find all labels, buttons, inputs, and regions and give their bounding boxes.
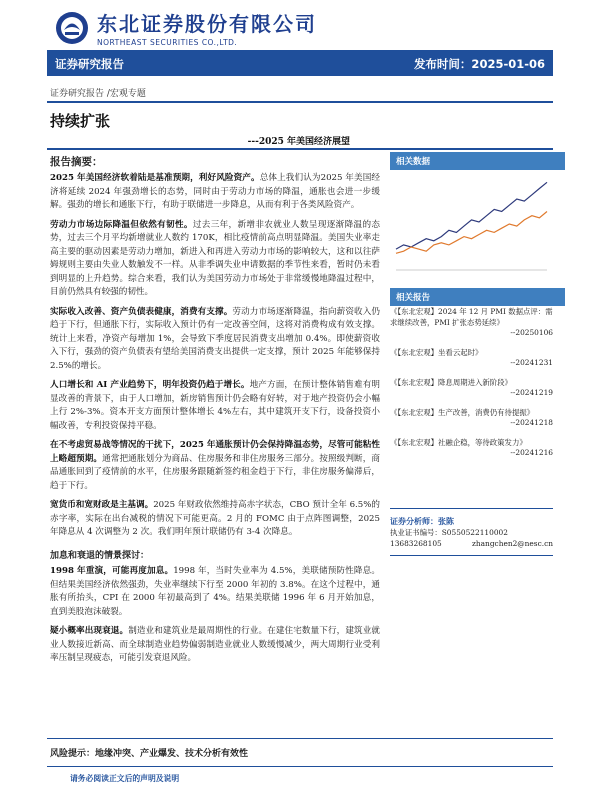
paragraph [50, 439, 380, 493]
analyst-name: 证券分析师：张陈 [390, 516, 454, 526]
paragraph-lead: 劳动力市场边际降温但依然有韧性。 [50, 219, 193, 230]
divider [47, 766, 553, 767]
paragraph-body: 地产方面，在预计整体销售难有明显改善的背景下，由于人口增加，新房销售预计仍会略有好转，对于地产投资仍会小幅上行 2%-3%。资本开支方面预计整体增长 4%左右，其中建筑开支下行，设备投资小幅改善，专利投资保持平稳。 [50, 380, 380, 431]
paragraph-body: 制造业和建筑业是最周期性的行业。在建住宅数量下行，建筑业就业人数接近新高、而全球制造业趋势偏弱制造业就业人数缓慢减少，两大周期行业受利率压制呈现疲态，可能引发衰退风险。 [50, 626, 380, 663]
banner-publish-time: 发布时间：2025-01-06 [413, 57, 545, 71]
divider [390, 555, 553, 556]
header-banner [47, 50, 553, 76]
analyst-info [390, 516, 553, 549]
divider [47, 148, 553, 150]
divider [47, 101, 553, 103]
footer-disclaimer[interactable]: 请务必阅读正文后的声明及说明 [70, 774, 180, 783]
company-logo [55, 8, 317, 47]
abstract-body [50, 172, 380, 672]
report-date: --20241219 [510, 388, 553, 397]
report-link[interactable]: 《【东北宏观】降息周期进入新阶段》 [390, 378, 512, 387]
paragraph-lead: 在不考虑贸易战等情况的干扰下，2025 年通胀预计仍会保持降温态势，尽管可能粘性上略超预期。 [50, 440, 380, 464]
company-name-cn: 东北证券股份有限公司 [97, 12, 317, 36]
company-name-en: NORTHEAST SECURITIES CO.,LTD. [97, 38, 238, 47]
analyst-license: 执业证书编号：S0550522110002 [390, 528, 508, 537]
related-data-title: 相关数据 [390, 152, 565, 170]
paragraph-body: 1998 年，当时失业率为 4.5%，美联储预防性降息。但结果美国经济依然强劲，失业率继续下行至 2000 年初的 3.8%。在这个过程中，通胀有所抬头，CPI 在 2000 年初最高到了 4%。结果美联储 1996 年 6 月开始加息，直到美股泡沫破裂。 [50, 566, 380, 617]
paragraph [50, 565, 380, 619]
breadcrumb: 证券研究报告 /宏观专题 [50, 89, 146, 99]
paragraph-lead: 疑小概率出现衰退。 [50, 626, 129, 636]
paragraph-lead: 宽货币和宽财政是主基调。 [50, 500, 154, 510]
report-date: --20241216 [510, 448, 553, 457]
related-reports-title: 相关报告 [390, 288, 565, 306]
abstract-label: 报告摘要： [50, 156, 103, 168]
paragraph-lead: 人口增长和 AI 产业趋势下，明年投资仍趋于增长。 [50, 380, 250, 390]
report-date: --20241231 [510, 358, 553, 367]
page-title: 持续扩张 [50, 112, 111, 130]
report-date: --20250106 [510, 328, 553, 337]
paragraph-body: 总体上我们认为2025 年美国经济将延续 2024 年强劲增长的态势，同时由于劳动力市场的降温，通胀也会进一步缓解。强劲的增长和通胀下行，有助于联储进一步降息，从而有利于各类风险资产。 [50, 173, 380, 210]
report-date: --20241218 [510, 418, 553, 427]
chart-series-line-2 [396, 212, 547, 254]
paragraph [50, 625, 380, 666]
banner-report-type: 证券研究报告 [55, 57, 124, 71]
page-subtitle: ---2025 年美国经济展望 [247, 137, 350, 147]
paragraph-body: 2025 年财政依然维持高赤字状态，CBO 预计全年 6.5%的赤字率，实际在出台减税的情况下可能更高。2 月的 FOMC 由于点阵图调整，2025 年降息从 4 次调整为 2 次。我们明年预计联储仍有 3-4 次降息。 [50, 500, 380, 537]
analyst-phone: 13683268105 [390, 539, 442, 548]
risk-note: 风险提示：地缘冲突、产业爆发、技术分析有效性 [50, 749, 249, 759]
related-data-chart [390, 168, 553, 280]
divider [390, 508, 553, 509]
divider [47, 738, 553, 739]
report-link[interactable]: 《【东北宏观】社融企稳，等待政策发力》 [390, 438, 527, 447]
analyst-email[interactable]: zhangchen2@nesc.cn [472, 539, 553, 548]
report-link[interactable]: 《【东北宏观】2024 年 12 月 PMI 数据点评：需求继续改善，PMI 扩张态势延续》 [390, 307, 553, 327]
paragraph-body: 通常把通胀划分为商品、住房服务和非住房服务三部分。按照级判断，商品通胀回到了疫情前的水平，住房服务跟随新签约租金趋于下行，非住房服务偏滞后，趋于下行。 [50, 453, 380, 491]
scenario-heading: 加息和衰退的情景探讨： [50, 550, 150, 561]
logo-icon [55, 11, 89, 45]
paragraph-lead: 2025 年美国经济软着陆是基准预期，利好风险资产。 [50, 173, 260, 183]
report-link[interactable]: 《【东北宏观】生产改善，消费仍有待提振》 [390, 408, 535, 417]
paragraph-lead: 实际收入改善、资产负债表健康，消费有支撑。 [50, 306, 233, 317]
paragraph-body: 劳动力市场逐渐降温，指向薪资收入仍趋于下行，但通胀下行，实际收入预计仍有一定改善空间，这将对消费构成有效支撑。统计上来看，净资产每增加 1%，会导致下季度居民消费支出增加 0.4%。即使薪资收入下行，强劲的资产负债表有望给美国消费支出提供一定支撑，预计 2025 年能够保持 2.5%的增长。 [50, 306, 380, 371]
related-reports-list [390, 306, 553, 464]
paragraph [50, 499, 380, 540]
paragraph-body: 过去三年，新增非农就业人数呈现逐渐降温的态势，过去三个月平均新增就业人数约 170K，相比疫情前高点明显降温。美国失业率走高主要的驱动因素是劳动力增加，新进入和再进入劳动力市场的影响较大，这和以往萨姆规则主要由失业人数触发不一样。从非季调失业申请数据的季节性来看，暂时仍未看到明显的上升趋势。综合来看，我们认为美国劳动力市场处于非常缓慢地降温过程中，目前仍然具有较强的韧性。 [50, 219, 380, 297]
report-link[interactable]: 《【东北宏观】坐看云起时》 [390, 348, 483, 357]
paragraph [50, 219, 380, 300]
paragraph [50, 172, 380, 213]
paragraph-lead: 1998 年重演，可能再度加息。 [50, 566, 174, 576]
paragraph [50, 306, 380, 374]
paragraph [50, 379, 380, 433]
